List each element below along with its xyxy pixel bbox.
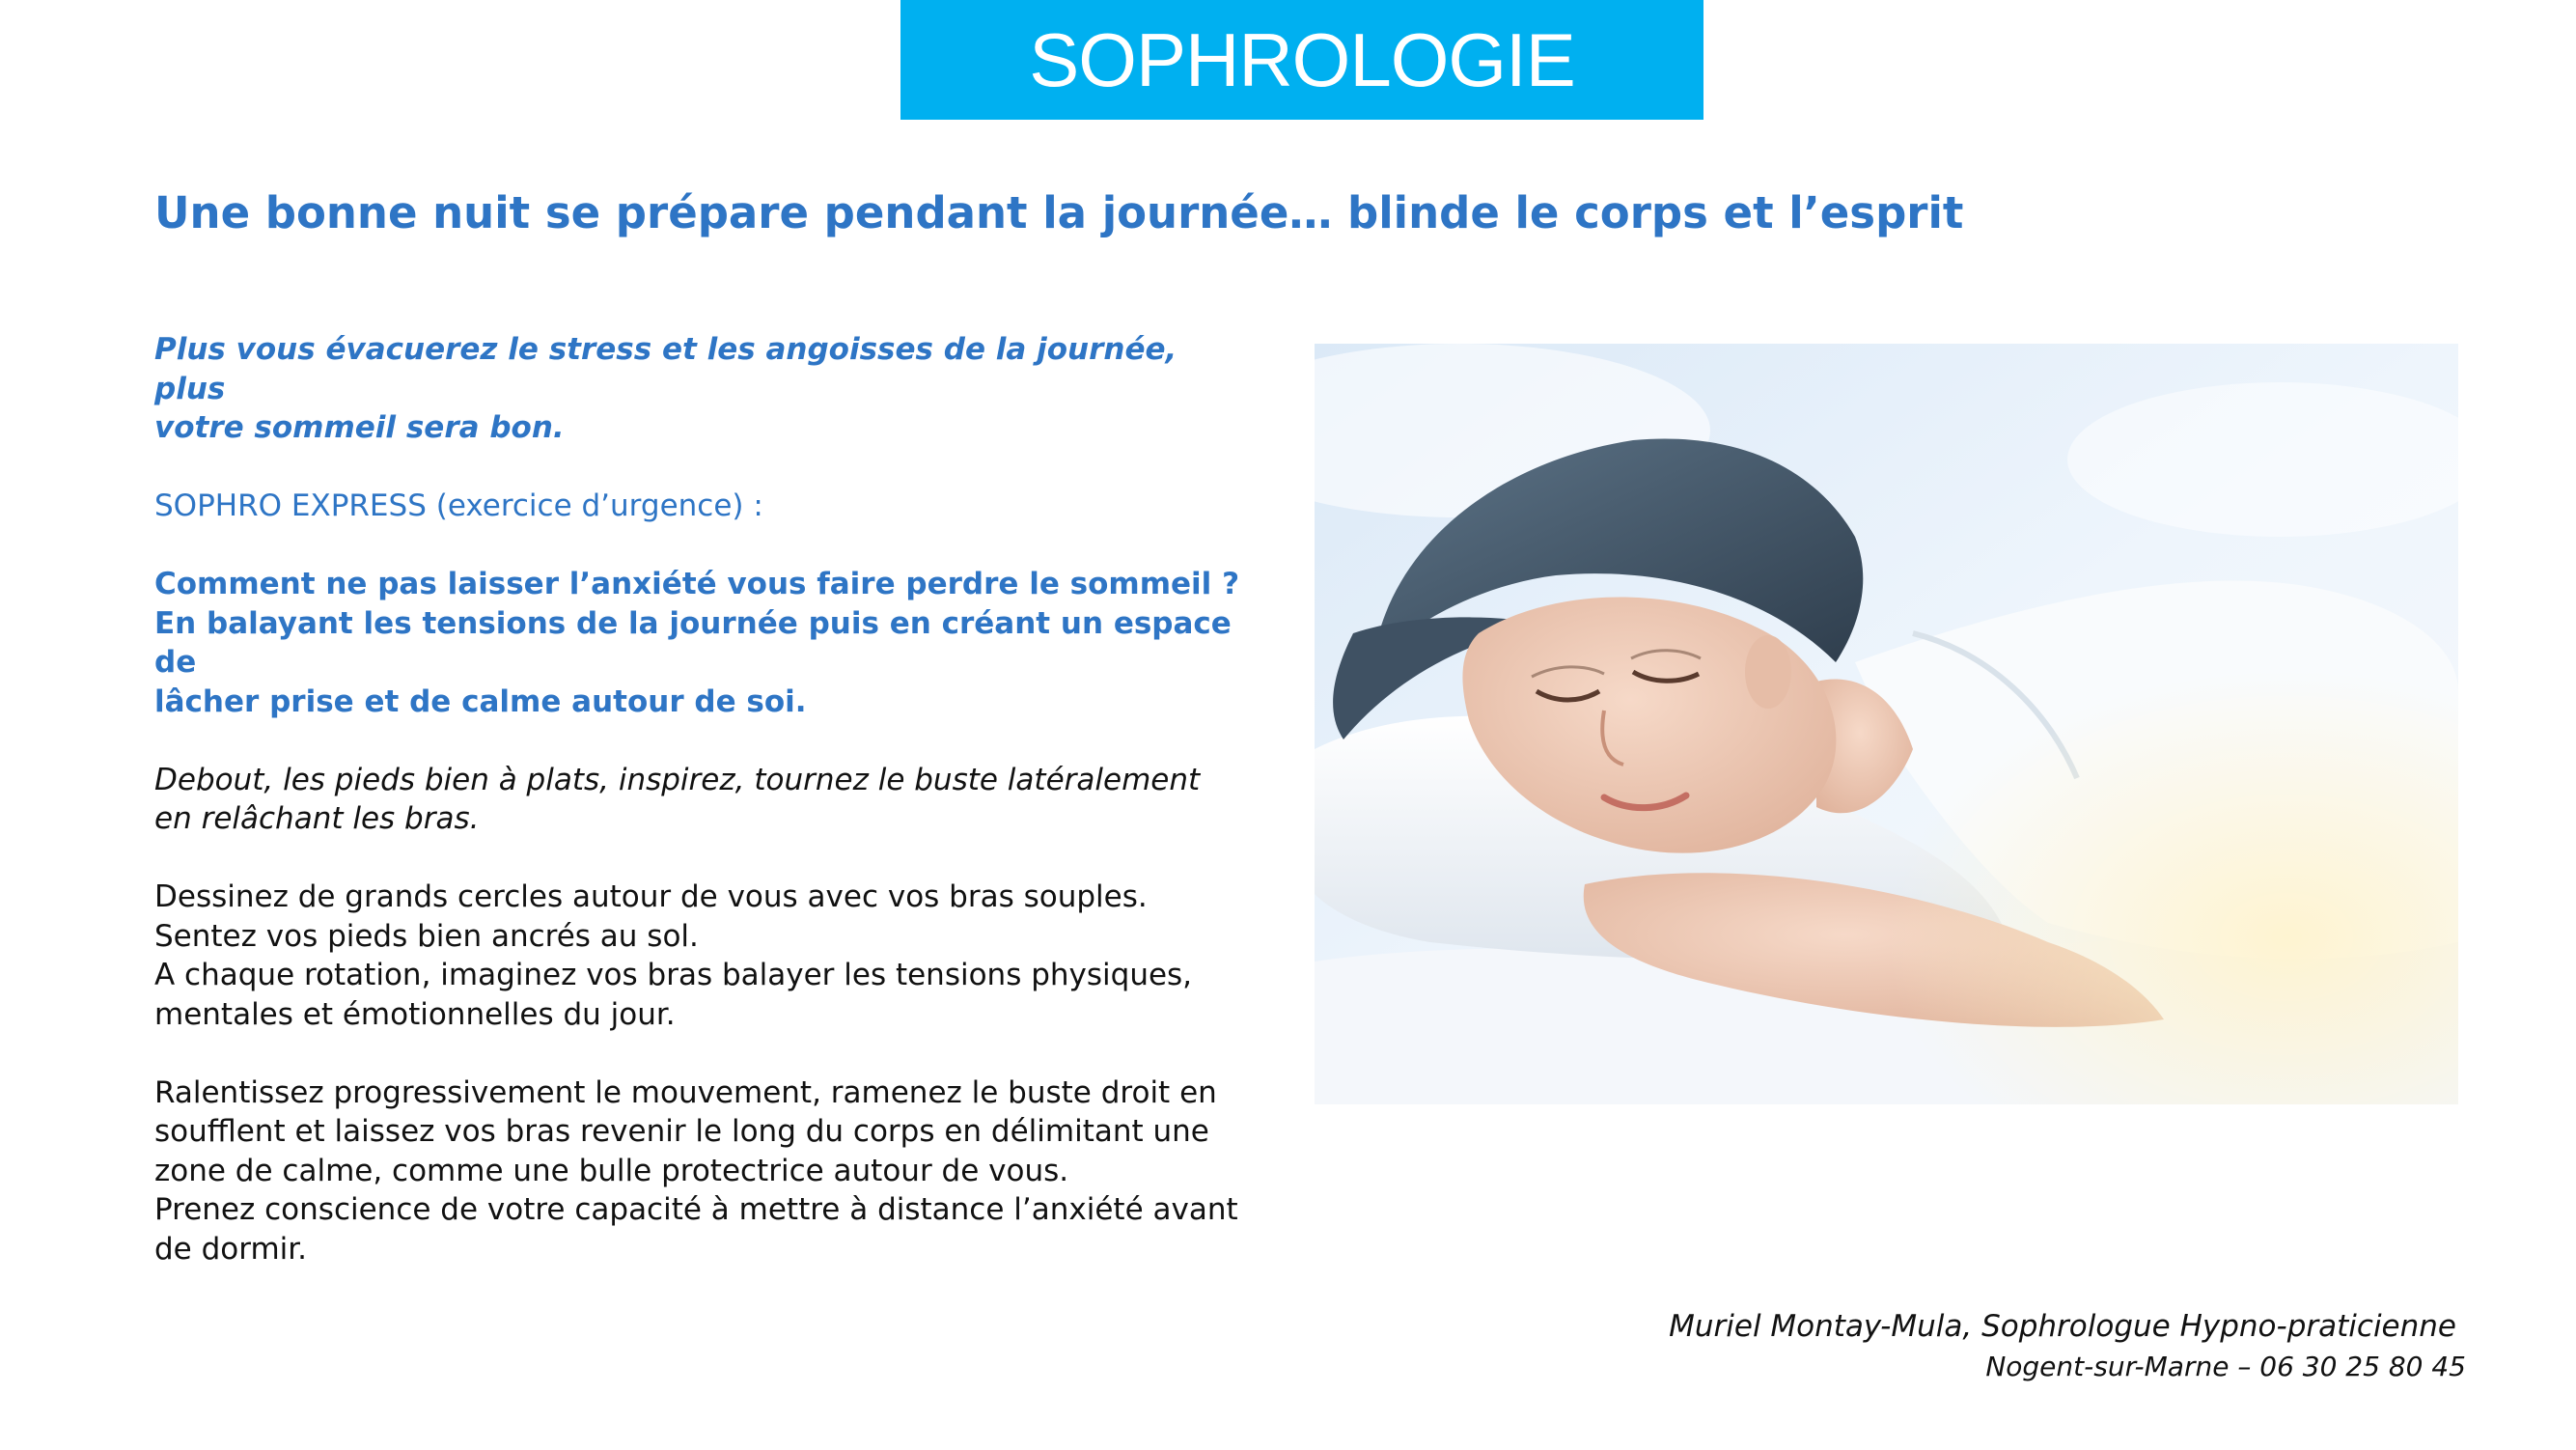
author-name: Muriel Montay-Mula, Sophrologue Hypno-praticienne [1669, 1309, 2456, 1344]
question-paragraph [154, 565, 1245, 721]
page-title: SOPHROLOGIE [1029, 17, 1575, 102]
intro-paragraph [154, 330, 1245, 448]
steps-line: mentales et émotionnelles du jour. [154, 996, 676, 1032]
closing-line: Ralentissez progressivement le mouvement, ramenez le buste droit en [154, 1074, 1217, 1110]
closing-line: zone de calme, comme une bulle protectrice autour de vous. [154, 1153, 1069, 1188]
article-body [154, 330, 1245, 1269]
sleeping-woman-photo [1315, 344, 2458, 1104]
instruction-line: en relâchant les bras. [154, 801, 480, 836]
express-label [154, 487, 1245, 526]
signature-block [1669, 1305, 2466, 1386]
steps-line: Dessinez de grands cercles autour de vous avec vos bras souples. [154, 879, 1148, 914]
steps-paragraph [154, 878, 1245, 1034]
question-line: En balayant les tensions de la journée puis en créant un espace de [154, 605, 1232, 680]
question-line: Comment ne pas laisser l’anxiété vous faire perdre le sommeil ? [154, 567, 1240, 601]
express-label-text: SOPHRO EXPRESS (exercice d’urgence) : [154, 488, 763, 523]
author-contact: Nogent-sur-Marne – 06 30 25 80 45 [1985, 1351, 2466, 1382]
closing-line: soufflent et laissez vos bras revenir le long du corps en délimitant une [154, 1114, 1209, 1149]
headline: Une bonne nuit se prépare pendant la journée… blinde le corps et l’esprit [154, 187, 1964, 238]
instruction-paragraph [154, 761, 1245, 839]
instruction-line: Debout, les pieds bien à plats, inspirez, tournez le buste latéralement [154, 762, 1201, 797]
title-banner [900, 0, 1703, 120]
sleeping-woman-illustration [1315, 344, 2458, 1104]
intro-line: votre sommeil sera bon. [154, 410, 565, 445]
steps-line: A chaque rotation, imaginez vos bras balayer les tensions physiques, [154, 958, 1193, 992]
closing-paragraph [154, 1074, 1245, 1269]
intro-line: Plus vous évacuerez le stress et les angoisses de la journée, plus [154, 332, 1177, 406]
closing-line: Prenez conscience de votre capacité à mettre à distance l’anxiété avant [154, 1192, 1238, 1227]
closing-line: de dormir. [154, 1231, 308, 1267]
steps-line: Sentez vos pieds bien ancrés au sol. [154, 918, 699, 954]
question-line: lâcher prise et de calme autour de soi. [154, 683, 807, 719]
